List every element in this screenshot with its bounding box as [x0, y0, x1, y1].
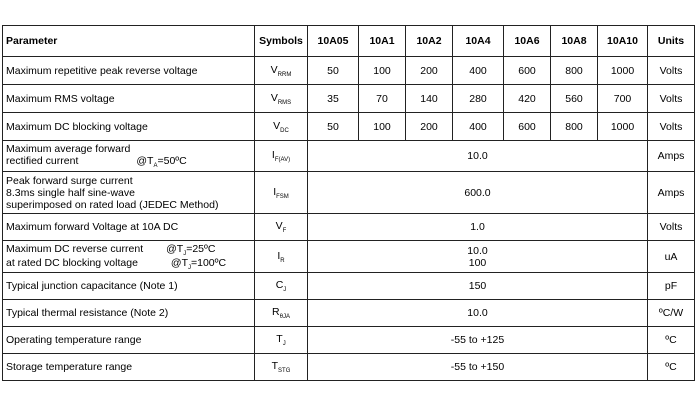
table-row	[3, 327, 695, 354]
param-cell: Maximum DC blocking voltage	[3, 113, 255, 141]
value-cell: 600	[504, 113, 551, 141]
param-cell: Typical thermal resistance (Note 2)	[3, 300, 255, 327]
symbol-cell	[255, 113, 308, 141]
symbol-cell	[255, 85, 308, 113]
condition-value: =50ºC	[157, 155, 187, 167]
table-row	[3, 354, 695, 381]
symbol-cell	[255, 273, 308, 300]
symbol-subscript: STG	[278, 368, 291, 374]
value-cell-merged	[308, 241, 648, 273]
symbol-cell	[255, 354, 308, 381]
value-cell: 200	[406, 57, 453, 85]
symbol-main: V	[273, 119, 281, 132]
value-cell-merged: 600.0	[308, 172, 648, 214]
value-cell: 1000	[598, 113, 648, 141]
value-line: 100	[468, 256, 487, 269]
param-line: Maximum DC reverse current	[6, 242, 144, 255]
condition-prefix: @T	[166, 242, 184, 255]
symbol-cell	[255, 57, 308, 85]
header-model-10a2: 10A2	[406, 26, 453, 57]
symbol-cell	[255, 172, 308, 214]
value-cell: 140	[406, 85, 453, 113]
value-cell-merged: 150	[308, 273, 648, 300]
value-cell: 600	[504, 57, 551, 85]
param-cell	[3, 241, 255, 273]
header-model-10a10: 10A10	[598, 26, 648, 57]
header-model-10a6: 10A6	[504, 26, 551, 57]
electrical-characteristics-table	[2, 25, 695, 381]
table-row	[3, 57, 695, 85]
condition-subscript: J	[183, 250, 187, 257]
param-line: 8.3ms single half sine-wave	[6, 186, 135, 199]
condition-value: =25ºC	[186, 242, 216, 255]
param-line-with-condition	[6, 243, 251, 257]
condition-subscript: A	[153, 163, 158, 169]
param-cell: Storage temperature range	[3, 354, 255, 381]
unit-cell: Volts	[648, 57, 695, 85]
symbol-main: V	[270, 91, 278, 104]
table-row	[3, 113, 695, 141]
symbol-main: I	[271, 149, 275, 161]
header-model-10a4: 10A4	[453, 26, 504, 57]
value-cell: 50	[308, 113, 359, 141]
symbol-subscript: θJA	[279, 314, 290, 320]
symbol-cell	[255, 141, 308, 172]
symbol-cell	[255, 327, 308, 354]
header-row	[3, 26, 695, 57]
spec-table-container	[2, 25, 695, 381]
unit-cell: uA	[648, 241, 695, 273]
value-cell: 50	[308, 57, 359, 85]
symbol-subscript: RRM	[277, 71, 292, 78]
unit-cell: Amps	[648, 141, 695, 172]
header-model-10a05: 10A05	[308, 26, 359, 57]
unit-cell: Volts	[648, 113, 695, 141]
symbol-main: V	[275, 220, 283, 232]
value-cell: 420	[504, 85, 551, 113]
condition-prefix: @T	[170, 256, 188, 269]
symbol-cell	[255, 214, 308, 241]
param-line: Peak forward surge current	[6, 174, 133, 187]
unit-cell: ºC/W	[648, 300, 695, 327]
table-row	[3, 241, 695, 273]
header-units: Units	[648, 26, 695, 57]
value-cell: 70	[359, 85, 406, 113]
symbol-main: C	[275, 279, 284, 291]
param-cell: Maximum RMS voltage	[3, 85, 255, 113]
value-cell: 400	[453, 57, 504, 85]
value-cell: 100	[359, 57, 406, 85]
value-cell: 800	[551, 113, 598, 141]
symbol-subscript: R	[280, 257, 285, 264]
symbol-cell	[255, 300, 308, 327]
value-cell: 35	[308, 85, 359, 113]
symbol-subscript: FSM	[276, 193, 289, 200]
unit-cell: ºC	[648, 354, 695, 381]
header-model-10a8: 10A8	[551, 26, 598, 57]
value-cell-merged: 1.0	[308, 214, 648, 241]
value-cell: 100	[359, 113, 406, 141]
symbol-main: I	[273, 185, 277, 198]
value-cell: 280	[453, 85, 504, 113]
value-cell-merged: -55 to +125	[308, 327, 648, 354]
symbol-main: I	[277, 249, 281, 262]
unit-cell: Volts	[648, 85, 695, 113]
value-cell-merged: -55 to +150	[308, 354, 648, 381]
symbol-subscript: RMS	[277, 99, 292, 106]
unit-cell: Amps	[648, 172, 695, 214]
value-cell: 560	[551, 85, 598, 113]
value-line: 10.0	[467, 244, 488, 257]
param-cell: Maximum forward Voltage at 10A DC	[3, 214, 255, 241]
symbol-subscript: F(AV)	[274, 157, 291, 163]
param-cell	[3, 141, 255, 172]
param-line-with-condition	[6, 155, 251, 169]
value-cell: 400	[453, 113, 504, 141]
param-line-with-condition	[6, 257, 251, 271]
param-cell: Maximum repetitive peak reverse voltage	[3, 57, 255, 85]
value-cell-merged: 10.0	[308, 300, 648, 327]
value-cell: 1000	[598, 57, 648, 85]
symbol-main: R	[272, 306, 280, 318]
table-row	[3, 85, 695, 113]
value-cell: 700	[598, 85, 648, 113]
condition-subscript: J	[187, 264, 191, 271]
value-cell: 800	[551, 57, 598, 85]
table-row	[3, 214, 695, 241]
symbol-subscript: F	[282, 228, 287, 234]
param-cell: Typical junction capacitance (Note 1)	[3, 273, 255, 300]
table-row	[3, 300, 695, 327]
symbol-subscript: J	[282, 341, 286, 347]
param-cell: Operating temperature range	[3, 327, 255, 354]
symbol-main: T	[271, 360, 279, 372]
value-cell-merged: 10.0	[308, 141, 648, 172]
symbol-main: V	[270, 63, 278, 76]
symbol-subscript: J	[283, 287, 287, 293]
unit-cell: Volts	[648, 214, 695, 241]
param-line: at rated DC blocking voltage	[6, 256, 138, 269]
unit-cell: ºC	[648, 327, 695, 354]
header-symbols: Symbols	[255, 26, 308, 57]
param-line: superimposed on rated load (JEDEC Method)	[6, 198, 219, 211]
param-line: rectified current	[6, 155, 79, 167]
symbol-subscript: DC	[280, 127, 289, 134]
table-row	[3, 141, 695, 172]
param-cell	[3, 172, 255, 214]
value-cell: 200	[406, 113, 453, 141]
unit-cell: pF	[648, 273, 695, 300]
param-line: Maximum average forward	[6, 143, 131, 155]
condition-prefix: @T	[136, 155, 154, 167]
symbol-main: T	[276, 333, 283, 345]
symbol-cell	[255, 241, 308, 273]
table-row	[3, 172, 695, 214]
condition-value: =100ºC	[190, 256, 227, 269]
table-row	[3, 273, 695, 300]
header-model-10a1: 10A1	[359, 26, 406, 57]
header-parameter: Parameter	[3, 26, 255, 57]
